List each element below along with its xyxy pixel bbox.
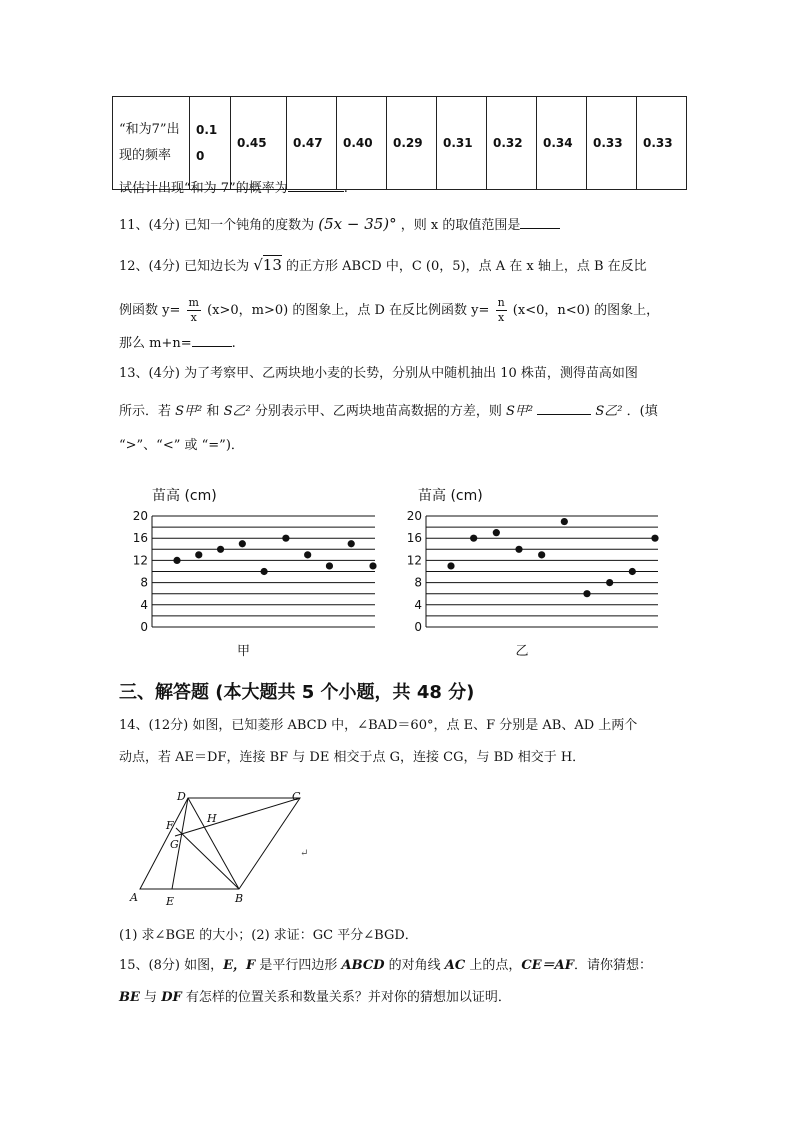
label-c: C — [292, 790, 301, 803]
data-point — [561, 518, 568, 525]
denominator: x — [190, 311, 197, 324]
q15-symbol: DF — [161, 990, 182, 1005]
q11 — [119, 214, 560, 236]
variance-yi: S乙² — [223, 404, 251, 419]
table-cell: 0.33 — [587, 97, 637, 190]
table-row — [113, 97, 687, 190]
q14-subquestions: (1) 求∠BGE 的大小；(2) 求证：GC 平分∠BGD． — [119, 928, 418, 943]
label-e: E — [166, 895, 175, 908]
y-tick-label: 12 — [406, 553, 422, 568]
q15-text: 与 — [144, 990, 158, 1005]
q12-text: 12、(4分) 已知边长为 — [119, 259, 250, 274]
q12-text: (x<0，n<0) 的图象上， — [512, 303, 660, 318]
q14-line-1: 14、(12分) 如图，已知菱形 ABCD 中，∠BAD＝60°，点 E、F 分别是 AB、AD 上两个 — [119, 718, 638, 733]
table-cell — [190, 97, 231, 190]
y-tick-label: 20 — [406, 509, 422, 523]
y-tick-label: 0 — [414, 620, 422, 634]
q15-symbol: CE＝AF — [521, 958, 574, 973]
data-point — [326, 562, 333, 569]
q10-text: 试估计出现“和为 7”的概率为 — [119, 181, 288, 196]
y-tick-label: 16 — [132, 531, 148, 546]
data-point — [282, 535, 289, 542]
table-cell: 0.33 — [637, 97, 687, 190]
seedling-height-charts — [0, 470, 794, 670]
y-tick-label: 8 — [140, 575, 148, 590]
segment-cg — [175, 798, 300, 836]
q15-line-2 — [119, 988, 511, 1008]
q15-symbol: AC — [444, 958, 466, 973]
table-cell: 0.47 — [287, 97, 337, 190]
y-tick-label: 4 — [140, 597, 148, 612]
q15-text: 15、(8分) 如图， — [119, 958, 224, 973]
header-line-1: “和为7”出 — [119, 122, 180, 137]
q15-line-1 — [119, 956, 652, 976]
data-point — [217, 546, 224, 553]
fraction-n-over-x — [496, 296, 507, 325]
y-tick-label: 8 — [414, 575, 422, 590]
q15-text: 的对角线 — [388, 958, 441, 973]
variance-jia: S甲² — [175, 404, 203, 419]
cell-line: 0 — [196, 149, 205, 163]
y-tick-label: 20 — [132, 509, 148, 523]
cell-line: 0.1 — [196, 123, 218, 137]
label-a: A — [130, 891, 138, 904]
data-point — [538, 551, 545, 558]
table-cell: 0.34 — [537, 97, 587, 190]
denominator: x — [498, 311, 505, 324]
table-cell: 0.40 — [337, 97, 387, 190]
q13-text: 分别表示甲、乙两块地苗高数据的方差，则 — [254, 404, 502, 419]
q15-symbol: ABCD — [341, 958, 385, 973]
label-f: F — [166, 819, 174, 832]
numerator: n — [497, 296, 505, 309]
rhombus-abcd — [140, 798, 300, 889]
data-point — [239, 540, 246, 547]
segment-bf — [176, 828, 239, 889]
data-point — [651, 535, 658, 542]
data-point — [447, 562, 454, 569]
q11-expression: (5x − 35)° — [318, 215, 397, 233]
data-point — [493, 529, 500, 536]
label-h: H — [207, 812, 217, 825]
table-cell: 0.31 — [437, 97, 487, 190]
label-b: B — [235, 892, 244, 905]
data-point — [195, 551, 202, 558]
data-point — [606, 579, 613, 586]
chart-title: 苗高 (cm) — [418, 488, 483, 504]
table-cell: 0.45 — [231, 97, 287, 190]
table-cell: 0.32 — [487, 97, 537, 190]
q12-line-3: 那么 m+n= . — [119, 332, 236, 354]
q15-symbol: BE — [119, 990, 140, 1005]
data-point — [261, 568, 268, 575]
q15-symbol: E，F — [223, 958, 256, 973]
q11-prefix: 11、(4分) 已知一个钝角的度数为 — [119, 218, 315, 233]
q12-text: (x>0，m>0) 的图象上，点 D 在反比例函数 y= — [207, 303, 490, 318]
label-g: G — [170, 838, 179, 851]
section-title: 三、解答题 (本大题共 5 个小题，共 48 分) — [119, 682, 475, 703]
chart-title: 苗高 (cm) — [152, 488, 217, 504]
data-point — [583, 590, 590, 597]
q15-text: 上的点， — [469, 958, 522, 973]
y-tick-label: 0 — [140, 620, 148, 634]
q12-text: 例函数 y= — [119, 303, 181, 318]
data-point — [348, 540, 355, 547]
data-point — [515, 546, 522, 553]
q12-line-1 — [119, 255, 647, 277]
return-mark: ↵ — [300, 848, 309, 859]
variance-jia: S甲² — [506, 404, 534, 419]
q13-text: 和 — [206, 404, 220, 419]
q13-line-1: 13、(4分) 为了考察甲、乙两块地小麦的长势，分别从中随机抽出 10 株苗，测得苗高如图 — [119, 366, 638, 381]
data-point — [470, 535, 477, 542]
q13-text: 所示．若 — [119, 404, 172, 419]
data-point — [173, 557, 180, 564]
table-cell: 0.29 — [387, 97, 437, 190]
answer-blank — [520, 214, 560, 229]
q12-text: 的正方形 ABCD 中，C (0，5)，点 A 在 x 轴上，点 B 在反比 — [286, 259, 647, 274]
q13-line-2 — [119, 400, 658, 422]
rhombus-figure — [120, 782, 320, 912]
label-d: D — [177, 790, 186, 803]
answer-blank — [537, 400, 591, 415]
q14-line-2: 动点，若 AE＝DF，连接 BF 与 DE 相交于点 G，连接 CG，与 BD 相交于 H． — [119, 750, 586, 765]
x-axis-label: 乙 — [515, 644, 529, 659]
y-tick-label: 16 — [406, 531, 422, 546]
q11-suffix: ，则 x 的取值范围是 — [400, 218, 521, 233]
y-tick-label: 4 — [414, 597, 422, 612]
q10-end: . — [343, 181, 348, 196]
sqrt-symbol: √13 — [253, 256, 282, 274]
fraction-m-over-x — [187, 296, 201, 325]
q15-text: ．请你猜想： — [573, 958, 652, 973]
sqrt-value: 13 — [262, 256, 282, 274]
answer-blank — [288, 177, 344, 192]
variance-yi: S乙² — [595, 404, 623, 419]
q13-line-3: “>”、“<” 或 “=”)． — [119, 438, 244, 453]
numerator: m — [188, 296, 199, 309]
q15-text: 是平行四边形 — [259, 958, 338, 973]
q15-text: 有怎样的位置关系和数量关系？并对你的猜想加以证明． — [185, 990, 511, 1005]
header-line-2: 现的频率 — [119, 148, 172, 163]
answer-blank — [192, 332, 232, 347]
data-point — [304, 551, 311, 558]
data-point — [369, 562, 376, 569]
data-point — [629, 568, 636, 575]
y-tick-label: 12 — [132, 553, 148, 568]
q10-tail — [119, 177, 348, 199]
q12-text: 那么 m+n= — [119, 336, 192, 351]
x-axis-label: 甲 — [236, 644, 251, 659]
q13-text: ．(填 — [626, 404, 658, 419]
table-header-cell — [113, 97, 190, 190]
frequency-table — [112, 96, 687, 190]
q12-line-2 — [119, 296, 659, 325]
